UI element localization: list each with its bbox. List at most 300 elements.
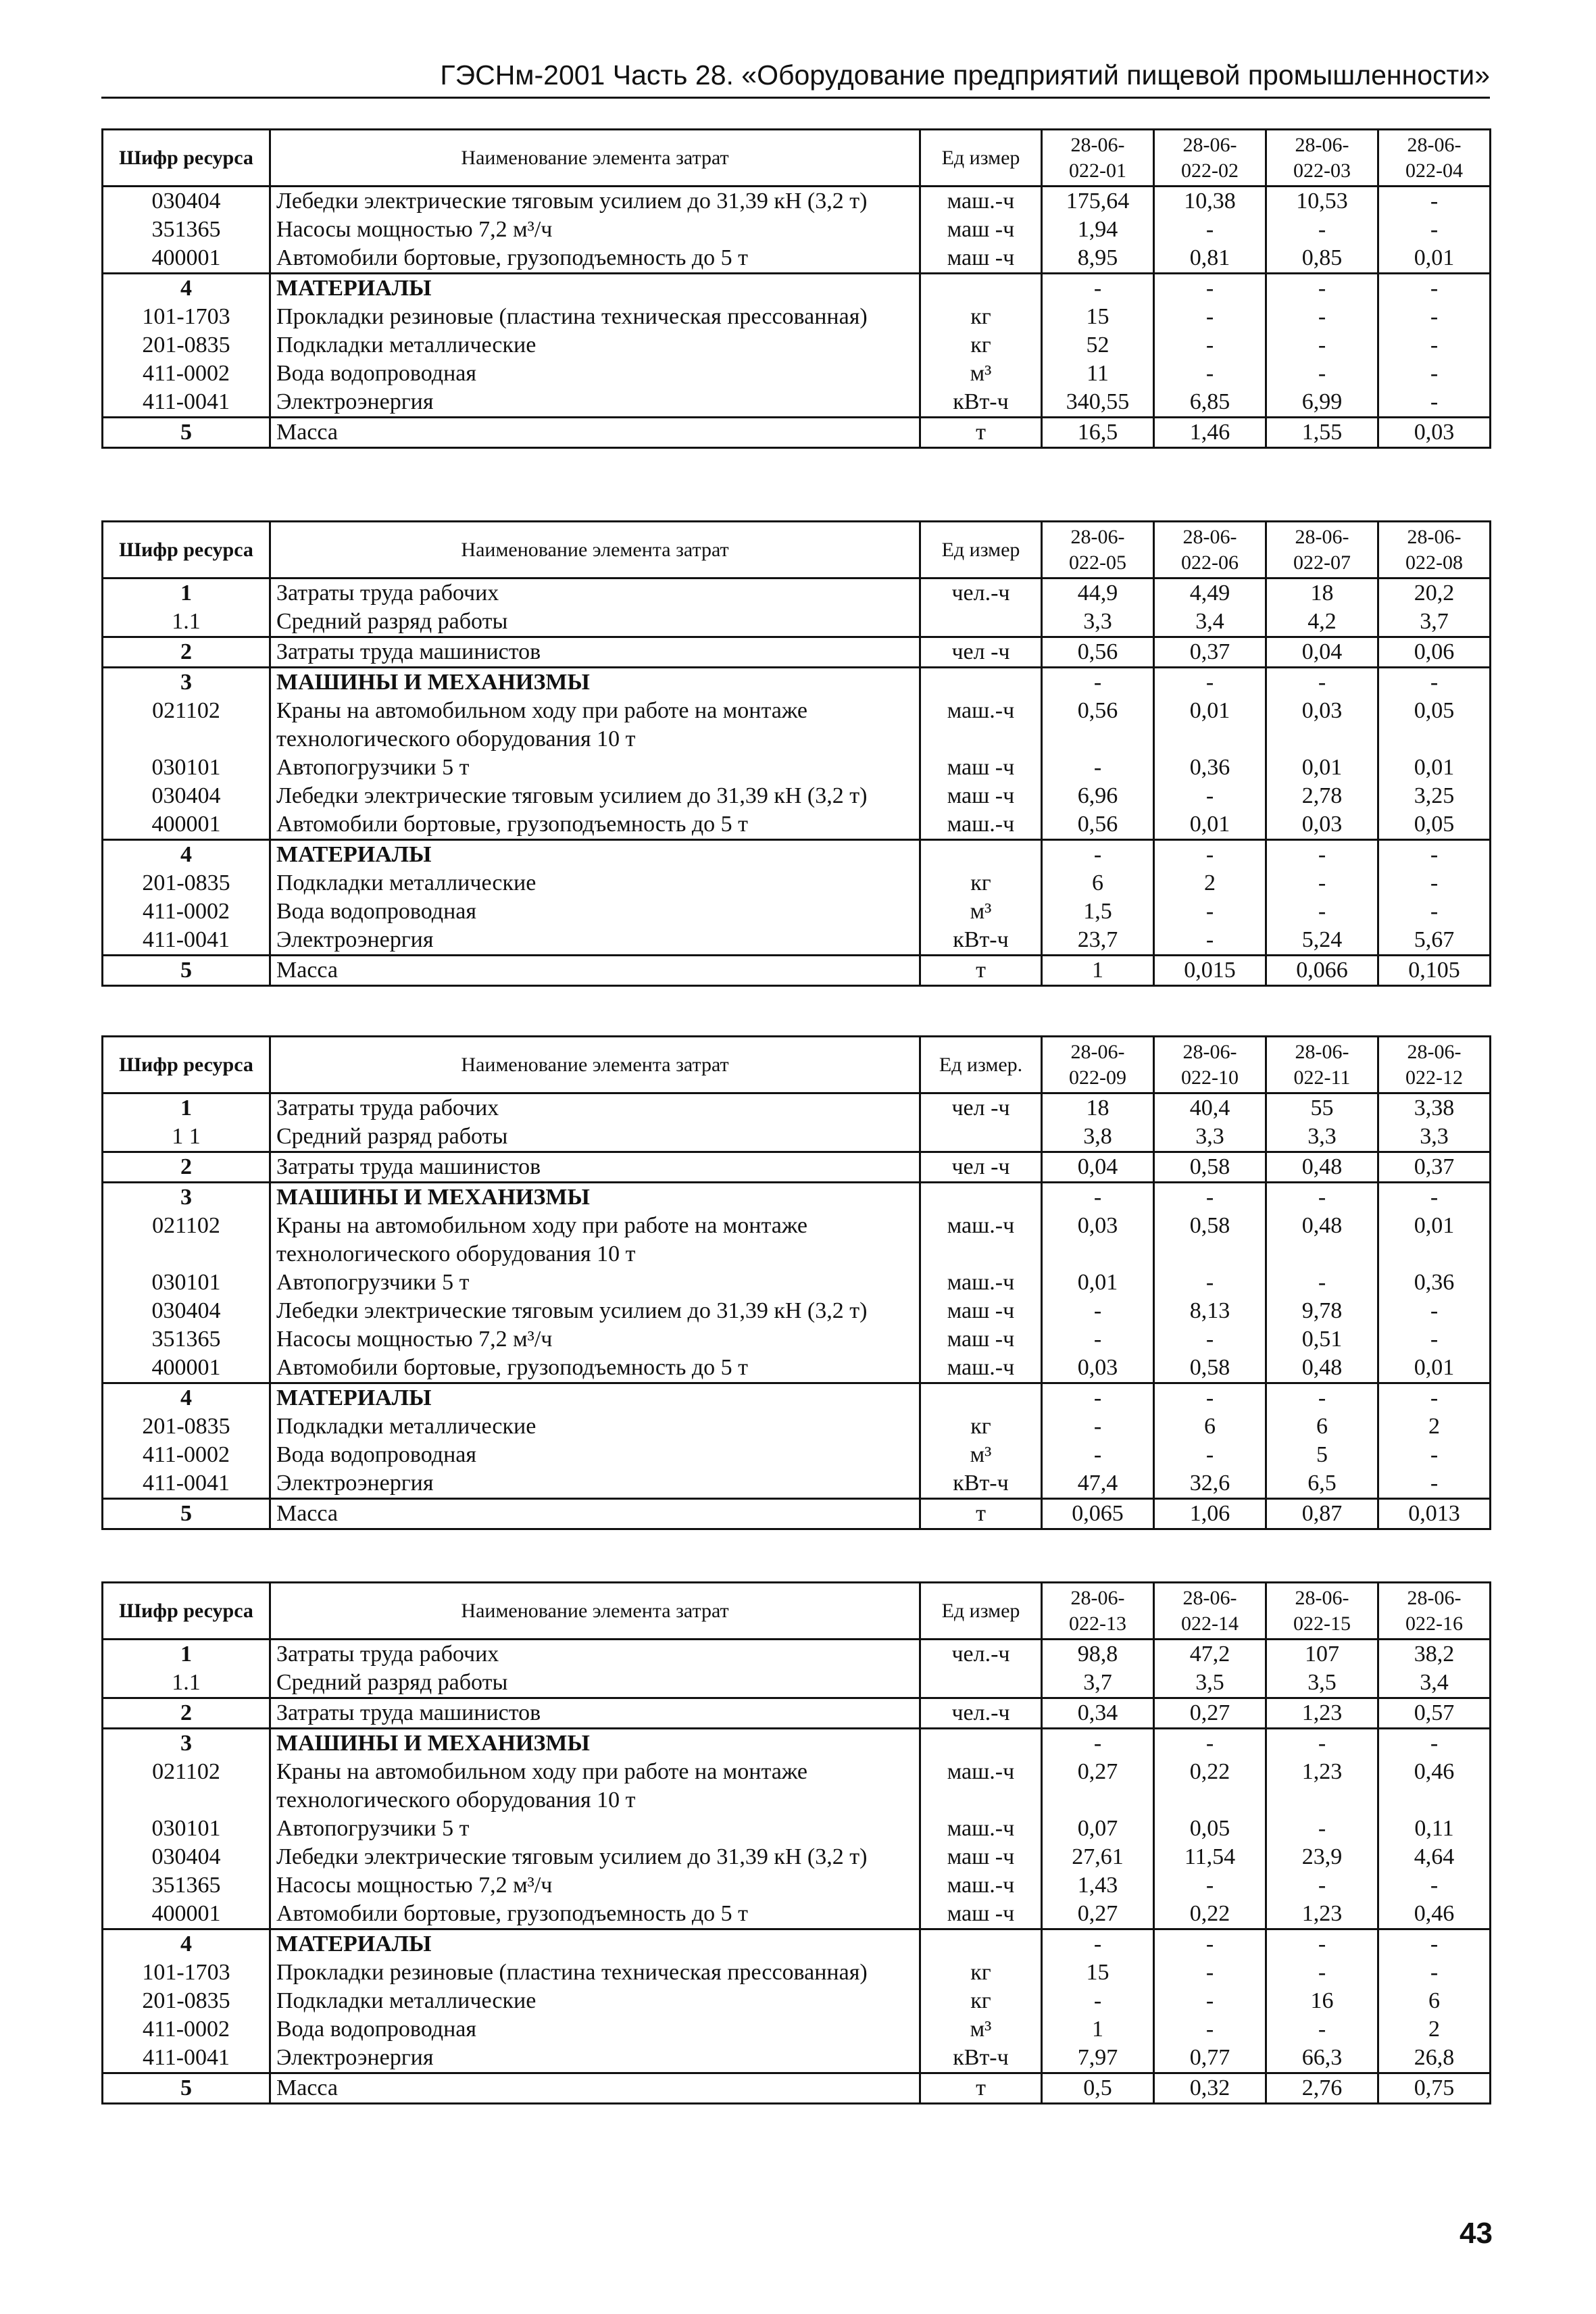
table-row xyxy=(103,637,1491,668)
unit: маш -ч xyxy=(920,754,1042,782)
resource-code: 1 xyxy=(103,578,270,608)
norm-value: 0,46 xyxy=(1378,1758,1491,1815)
cost-element-name: Масса xyxy=(270,418,920,448)
norm-value: 0,01 xyxy=(1042,1269,1154,1297)
table-row xyxy=(103,2044,1491,2073)
unit: м³ xyxy=(920,2015,1042,2044)
table-row xyxy=(103,897,1491,926)
norm-value: 0,27 xyxy=(1042,1900,1154,1929)
norm-value: - xyxy=(1154,1325,1266,1354)
table-row xyxy=(103,608,1491,637)
norm-value: 15 xyxy=(1042,303,1154,331)
norm-value: - xyxy=(1042,1729,1154,1758)
norm-code-header xyxy=(1378,522,1491,578)
norm-code-part1: 28-06- xyxy=(1070,525,1125,548)
norm-value: 0,06 xyxy=(1378,637,1491,668)
norm-value: - xyxy=(1154,274,1266,303)
unit: чел -ч xyxy=(920,637,1042,668)
norm-code-header xyxy=(1378,130,1491,187)
resource-code: 5 xyxy=(103,956,270,986)
norm-value: - xyxy=(1266,1183,1378,1212)
norm-value: 2,78 xyxy=(1266,782,1378,810)
resource-code: 351365 xyxy=(103,1871,270,1900)
resource-code: 201-0835 xyxy=(103,331,270,360)
unit xyxy=(920,274,1042,303)
norm-value: 1,55 xyxy=(1266,418,1378,448)
norm-value: - xyxy=(1266,1269,1378,1297)
table-row xyxy=(103,1325,1491,1354)
unit-header: Ед измер. xyxy=(920,1037,1042,1093)
norm-value: 2 xyxy=(1378,2015,1491,2044)
norm-code-header xyxy=(1266,1037,1378,1093)
norm-value: 0,58 xyxy=(1154,1212,1266,1269)
norm-value: 44,9 xyxy=(1042,578,1154,608)
unit: маш.-ч xyxy=(920,1354,1042,1383)
norm-code-part2: 022-08 xyxy=(1405,551,1463,574)
norm-value: - xyxy=(1042,1987,1154,2015)
resource-code: 3 xyxy=(103,1729,270,1758)
norm-value: 1 xyxy=(1042,2015,1154,2044)
norm-code-header xyxy=(1154,1037,1266,1093)
norm-value: 1,94 xyxy=(1042,216,1154,244)
norm-value: 0,05 xyxy=(1378,697,1491,754)
norm-value: 0,56 xyxy=(1042,697,1154,754)
cost-element-name: Лебедки электрические тяговым усилием до 31,39 кН (3,2 т) xyxy=(270,782,920,810)
cost-element-name: МАТЕРИАЛЫ xyxy=(270,1929,920,1959)
norm-value: 0,07 xyxy=(1042,1815,1154,1843)
norm-value: 9,78 xyxy=(1266,1297,1378,1325)
norm-code-part1: 28-06- xyxy=(1407,133,1462,156)
norm-code-part2: 022-11 xyxy=(1293,1066,1351,1089)
norm-value: - xyxy=(1378,331,1491,360)
norm-code-part2: 022-15 xyxy=(1293,1612,1351,1635)
norm-code-header xyxy=(1042,1583,1154,1640)
resource-code: 2 xyxy=(103,637,270,668)
table-row xyxy=(103,2015,1491,2044)
unit: маш -ч xyxy=(920,1843,1042,1871)
unit: м³ xyxy=(920,360,1042,388)
norm-value: - xyxy=(1378,1871,1491,1900)
norm-value: - xyxy=(1154,1269,1266,1297)
norm-value: 11 xyxy=(1042,360,1154,388)
cost-element-name: МАШИНЫ И МЕХАНИЗМЫ xyxy=(270,1729,920,1758)
table-row xyxy=(103,1758,1491,1815)
norm-value: 175,64 xyxy=(1042,187,1154,216)
norm-value: 1,23 xyxy=(1266,1900,1378,1929)
norm-value: - xyxy=(1042,1441,1154,1469)
cost-element-name: Затраты труда машинистов xyxy=(270,1152,920,1183)
norm-value: - xyxy=(1042,1412,1154,1441)
resource-code-header: Шифр ресурса xyxy=(103,1583,270,1640)
norm-code-header xyxy=(1378,1037,1491,1093)
table-row xyxy=(103,187,1491,216)
cost-element-name: Автопогрузчики 5 т xyxy=(270,754,920,782)
norm-value: - xyxy=(1378,1183,1491,1212)
table-row xyxy=(103,1987,1491,2015)
cost-element-name: Масса xyxy=(270,2073,920,2104)
norm-value: 0,01 xyxy=(1378,754,1491,782)
unit: кг xyxy=(920,303,1042,331)
cost-element-name: Средний разряд работы xyxy=(270,1123,920,1152)
norm-value: - xyxy=(1378,303,1491,331)
unit: маш -ч xyxy=(920,1297,1042,1325)
norm-value: 0,77 xyxy=(1154,2044,1266,2073)
unit: маш -ч xyxy=(920,1325,1042,1354)
resource-code-header: Шифр ресурса xyxy=(103,522,270,578)
norm-code-part2: 022-09 xyxy=(1069,1066,1126,1089)
resource-code: 411-0002 xyxy=(103,897,270,926)
cost-element-name: Подкладки металлические xyxy=(270,331,920,360)
cost-element-name: Затраты труда машинистов xyxy=(270,1698,920,1729)
norm-value: 6 xyxy=(1154,1412,1266,1441)
table-row xyxy=(103,668,1491,697)
cost-element-name: МАШИНЫ И МЕХАНИЗМЫ xyxy=(270,668,920,697)
norm-code-header xyxy=(1266,1583,1378,1640)
cost-element-name: Краны на автомобильном ходу при работе на монтаже технологического оборудования 10 т xyxy=(270,1212,920,1269)
resource-code: 030404 xyxy=(103,782,270,810)
cost-element-name: Лебедки электрические тяговым усилием до 31,39 кН (3,2 т) xyxy=(270,187,920,216)
norm-code-part1: 28-06- xyxy=(1407,1040,1462,1063)
unit: т xyxy=(920,418,1042,448)
norm-code-part1: 28-06- xyxy=(1407,525,1462,548)
table-row xyxy=(103,360,1491,388)
resource-code: 101-1703 xyxy=(103,1959,270,1987)
unit: т xyxy=(920,1499,1042,1529)
table-row xyxy=(103,331,1491,360)
norm-value: - xyxy=(1154,360,1266,388)
norm-value: 5,67 xyxy=(1378,926,1491,956)
cost-element-name: Вода водопроводная xyxy=(270,2015,920,2044)
cost-element-name-header: Наименование элемента затрат xyxy=(270,130,920,187)
norm-value: 47,2 xyxy=(1154,1640,1266,1669)
cost-element-name: Вода водопроводная xyxy=(270,1441,920,1469)
page-header: ГЭСНм-2001 Часть 28. «Оборудование предприятий пищевой промышленности» xyxy=(101,59,1490,99)
unit xyxy=(920,1383,1042,1413)
cost-element-name: Автопогрузчики 5 т xyxy=(270,1269,920,1297)
cost-element-name: Масса xyxy=(270,1499,920,1529)
norm-value: - xyxy=(1378,216,1491,244)
unit xyxy=(920,1183,1042,1212)
resource-code: 030404 xyxy=(103,1843,270,1871)
norm-value: 0,48 xyxy=(1266,1212,1378,1269)
norm-value: 7,97 xyxy=(1042,2044,1154,2073)
norm-value: 8,95 xyxy=(1042,244,1154,274)
resource-code: 411-0002 xyxy=(103,1441,270,1469)
norm-value: - xyxy=(1378,388,1491,418)
norm-value: 0,105 xyxy=(1378,956,1491,986)
unit: маш.-ч xyxy=(920,1212,1042,1269)
norm-value: 0,5 xyxy=(1042,2073,1154,2104)
unit: кг xyxy=(920,1987,1042,2015)
norm-code-part1: 28-06- xyxy=(1295,525,1349,548)
norm-code-part2: 022-07 xyxy=(1293,551,1351,574)
norm-value: 0,05 xyxy=(1378,810,1491,840)
norm-code-part1: 28-06- xyxy=(1070,1040,1125,1063)
norm-value: 5,24 xyxy=(1266,926,1378,956)
norm-value: - xyxy=(1266,1815,1378,1843)
norm-value: 98,8 xyxy=(1042,1640,1154,1669)
cost-element-name: Лебедки электрические тяговым усилием до 31,39 кН (3,2 т) xyxy=(270,1297,920,1325)
norm-code-part1: 28-06- xyxy=(1070,1586,1125,1609)
norm-value: - xyxy=(1266,2015,1378,2044)
norm-value: 1 xyxy=(1042,956,1154,986)
table-row xyxy=(103,1929,1491,1959)
norm-value: - xyxy=(1378,840,1491,870)
norm-value: - xyxy=(1266,1871,1378,1900)
norm-value: - xyxy=(1378,1297,1491,1325)
norm-value: - xyxy=(1154,897,1266,926)
norm-value: 40,4 xyxy=(1154,1093,1266,1123)
table-row xyxy=(103,1815,1491,1843)
norm-value: - xyxy=(1266,331,1378,360)
cost-element-name: Автомобили бортовые, грузоподъемность до 5 т xyxy=(270,244,920,274)
norm-value: - xyxy=(1154,926,1266,956)
resource-code: 201-0835 xyxy=(103,1987,270,2015)
norm-code-part1: 28-06- xyxy=(1182,1040,1237,1063)
norm-value: - xyxy=(1154,216,1266,244)
norm-code-part2: 022-14 xyxy=(1181,1612,1239,1635)
resource-code: 4 xyxy=(103,1929,270,1959)
norm-code-header xyxy=(1154,130,1266,187)
table-row xyxy=(103,244,1491,274)
norm-value: 4,2 xyxy=(1266,608,1378,637)
resource-code: 411-0002 xyxy=(103,2015,270,2044)
norm-value: 0,56 xyxy=(1042,810,1154,840)
norm-value: - xyxy=(1154,840,1266,870)
norm-code-header xyxy=(1042,130,1154,187)
norm-value: 0,065 xyxy=(1042,1499,1154,1529)
norm-value: - xyxy=(1154,1383,1266,1413)
norm-value: 3,3 xyxy=(1042,608,1154,637)
unit-header: Ед измер xyxy=(920,130,1042,187)
unit: кВт-ч xyxy=(920,388,1042,418)
cost-element-name-header: Наименование элемента затрат xyxy=(270,1037,920,1093)
resource-code: 411-0041 xyxy=(103,2044,270,2073)
norm-code-part2: 022-13 xyxy=(1069,1612,1126,1635)
resource-code: 1.1 xyxy=(103,608,270,637)
norm-code-header xyxy=(1266,130,1378,187)
norm-code-part2: 022-01 xyxy=(1069,159,1126,182)
table-row xyxy=(103,1412,1491,1441)
cost-element-name: Вода водопроводная xyxy=(270,360,920,388)
resource-code: 201-0835 xyxy=(103,869,270,897)
resource-code: 030404 xyxy=(103,1297,270,1325)
norm-value: 0,03 xyxy=(1266,697,1378,754)
cost-element-name: Электроэнергия xyxy=(270,2044,920,2073)
cost-element-name: Автомобили бортовые, грузоподъемность до 5 т xyxy=(270,1900,920,1929)
norm-value: 6 xyxy=(1042,869,1154,897)
unit: кг xyxy=(920,1959,1042,1987)
unit: маш -ч xyxy=(920,1900,1042,1929)
norm-value: 0,36 xyxy=(1378,1269,1491,1297)
resource-table-4 xyxy=(101,1581,1491,2104)
norm-value: 6,96 xyxy=(1042,782,1154,810)
table-row xyxy=(103,1669,1491,1698)
norm-value: - xyxy=(1154,1929,1266,1959)
cost-element-name: Автомобили бортовые, грузоподъемность до 5 т xyxy=(270,810,920,840)
table-row xyxy=(103,1183,1491,1212)
table-row xyxy=(103,1441,1491,1469)
table-row xyxy=(103,1123,1491,1152)
resource-code: 4 xyxy=(103,840,270,870)
cost-element-name: Затраты труда рабочих xyxy=(270,578,920,608)
cost-element-name: Прокладки резиновые (пластина техническая прессованная) xyxy=(270,1959,920,1987)
norm-value: 0,01 xyxy=(1266,754,1378,782)
cost-element-name: Подкладки металлические xyxy=(270,869,920,897)
resource-code: 5 xyxy=(103,418,270,448)
norm-value: 3,3 xyxy=(1378,1123,1491,1152)
table-row xyxy=(103,1499,1491,1529)
unit xyxy=(920,668,1042,697)
norm-value: - xyxy=(1042,1183,1154,1212)
table-row xyxy=(103,1959,1491,1987)
norm-value: 0,04 xyxy=(1042,1152,1154,1183)
norm-value: - xyxy=(1154,331,1266,360)
norm-value: 0,01 xyxy=(1154,810,1266,840)
resource-code: 5 xyxy=(103,1499,270,1529)
norm-value: 340,55 xyxy=(1042,388,1154,418)
resource-code: 400001 xyxy=(103,810,270,840)
norm-code-part2: 022-02 xyxy=(1181,159,1239,182)
norm-value: 0,27 xyxy=(1154,1698,1266,1729)
norm-value: 18 xyxy=(1042,1093,1154,1123)
unit: чел -ч xyxy=(920,1093,1042,1123)
table-row xyxy=(103,1152,1491,1183)
unit xyxy=(920,1729,1042,1758)
norm-value: 3,3 xyxy=(1266,1123,1378,1152)
norm-value: 0,11 xyxy=(1378,1815,1491,1843)
norm-value: 23,9 xyxy=(1266,1843,1378,1871)
resource-code: 351365 xyxy=(103,216,270,244)
norm-value: 0,03 xyxy=(1266,810,1378,840)
norm-code-part2: 022-10 xyxy=(1181,1066,1239,1089)
unit-header: Ед измер xyxy=(920,522,1042,578)
norm-value: 3,4 xyxy=(1154,608,1266,637)
resource-code: 4 xyxy=(103,274,270,303)
norm-value: - xyxy=(1266,1383,1378,1413)
unit: кВт-ч xyxy=(920,1469,1042,1499)
norm-value: 3,5 xyxy=(1154,1669,1266,1698)
norm-value: - xyxy=(1266,360,1378,388)
unit: маш.-ч xyxy=(920,1269,1042,1297)
norm-value: 6,99 xyxy=(1266,388,1378,418)
norm-value: 0,066 xyxy=(1266,956,1378,986)
resource-code: 030101 xyxy=(103,1269,270,1297)
norm-value: 1,06 xyxy=(1154,1499,1266,1529)
table-row xyxy=(103,1698,1491,1729)
norm-value: - xyxy=(1042,1383,1154,1413)
cost-element-name: Средний разряд работы xyxy=(270,608,920,637)
norm-code-header xyxy=(1042,1037,1154,1093)
norm-value: 23,7 xyxy=(1042,926,1154,956)
resource-code: 201-0835 xyxy=(103,1412,270,1441)
table-row xyxy=(103,1843,1491,1871)
norm-value: 3,25 xyxy=(1378,782,1491,810)
norm-value: 5 xyxy=(1266,1441,1378,1469)
unit: маш.-ч xyxy=(920,1758,1042,1815)
norm-value: - xyxy=(1266,897,1378,926)
table-row xyxy=(103,1383,1491,1413)
norm-code-part2: 022-04 xyxy=(1405,159,1463,182)
norm-value: 52 xyxy=(1042,331,1154,360)
cost-element-name: Электроэнергия xyxy=(270,926,920,956)
norm-value: - xyxy=(1154,1871,1266,1900)
norm-value: - xyxy=(1266,1959,1378,1987)
unit-header: Ед измер xyxy=(920,1583,1042,1640)
resource-code: 351365 xyxy=(103,1325,270,1354)
norm-value: 0,48 xyxy=(1266,1354,1378,1383)
norm-value: 107 xyxy=(1266,1640,1378,1669)
norm-value: 6 xyxy=(1266,1412,1378,1441)
norm-value: 0,56 xyxy=(1042,637,1154,668)
table-row xyxy=(103,754,1491,782)
cost-element-name: Лебедки электрические тяговым усилием до 31,39 кН (3,2 т) xyxy=(270,1843,920,1871)
unit: чел.-ч xyxy=(920,1698,1042,1729)
norm-code-part1: 28-06- xyxy=(1182,1586,1237,1609)
norm-value: 0,22 xyxy=(1154,1758,1266,1815)
norm-code-part2: 022-16 xyxy=(1405,1612,1463,1635)
norm-value: - xyxy=(1378,1959,1491,1987)
norm-code-part1: 28-06- xyxy=(1295,1040,1349,1063)
cost-element-name: МАТЕРИАЛЫ xyxy=(270,1383,920,1413)
norm-value: 3,3 xyxy=(1154,1123,1266,1152)
norm-value: 0,27 xyxy=(1042,1758,1154,1815)
norm-value: - xyxy=(1266,274,1378,303)
resource-code: 411-0041 xyxy=(103,926,270,956)
resource-code: 400001 xyxy=(103,1354,270,1383)
norm-value: 3,5 xyxy=(1266,1669,1378,1698)
norm-value: 0,58 xyxy=(1154,1354,1266,1383)
unit: чел.-ч xyxy=(920,578,1042,608)
norm-value: 3,8 xyxy=(1042,1123,1154,1152)
norm-value: 1,43 xyxy=(1042,1871,1154,1900)
table-row xyxy=(103,926,1491,956)
norm-value: - xyxy=(1266,869,1378,897)
resource-code-header: Шифр ресурса xyxy=(103,1037,270,1093)
cost-element-name: МАТЕРИАЛЫ xyxy=(270,840,920,870)
resource-code: 1 xyxy=(103,1093,270,1123)
norm-value: 2 xyxy=(1154,869,1266,897)
table-row xyxy=(103,1469,1491,1499)
resource-table-1 xyxy=(101,128,1491,449)
table-row xyxy=(103,1212,1491,1269)
norm-value: - xyxy=(1378,1325,1491,1354)
resource-code: 2 xyxy=(103,1152,270,1183)
resource-code: 5 xyxy=(103,2073,270,2104)
norm-value: - xyxy=(1042,1929,1154,1959)
norm-value: 0,34 xyxy=(1042,1698,1154,1729)
cost-element-name: Подкладки металлические xyxy=(270,1987,920,2015)
norm-value: 0,51 xyxy=(1266,1325,1378,1354)
table-row xyxy=(103,216,1491,244)
norm-value: 0,01 xyxy=(1378,1354,1491,1383)
norm-value: - xyxy=(1042,1297,1154,1325)
norm-value: - xyxy=(1378,1929,1491,1959)
norm-value: 3,4 xyxy=(1378,1669,1491,1698)
norm-value: 10,38 xyxy=(1154,187,1266,216)
norm-value: 6,85 xyxy=(1154,388,1266,418)
cost-element-name: Краны на автомобильном ходу при работе на монтаже технологического оборудования 10 т xyxy=(270,1758,920,1815)
cost-element-name: Краны на автомобильном ходу при работе на монтаже технологического оборудования 10 т xyxy=(270,697,920,754)
resource-code: 1 xyxy=(103,1640,270,1669)
cost-element-name: МАШИНЫ И МЕХАНИЗМЫ xyxy=(270,1183,920,1212)
norm-value: 15 xyxy=(1042,1959,1154,1987)
norm-value: 0,87 xyxy=(1266,1499,1378,1529)
norm-value: 0,01 xyxy=(1378,1212,1491,1269)
unit: кг xyxy=(920,331,1042,360)
unit: маш -ч xyxy=(920,216,1042,244)
unit: кг xyxy=(920,1412,1042,1441)
